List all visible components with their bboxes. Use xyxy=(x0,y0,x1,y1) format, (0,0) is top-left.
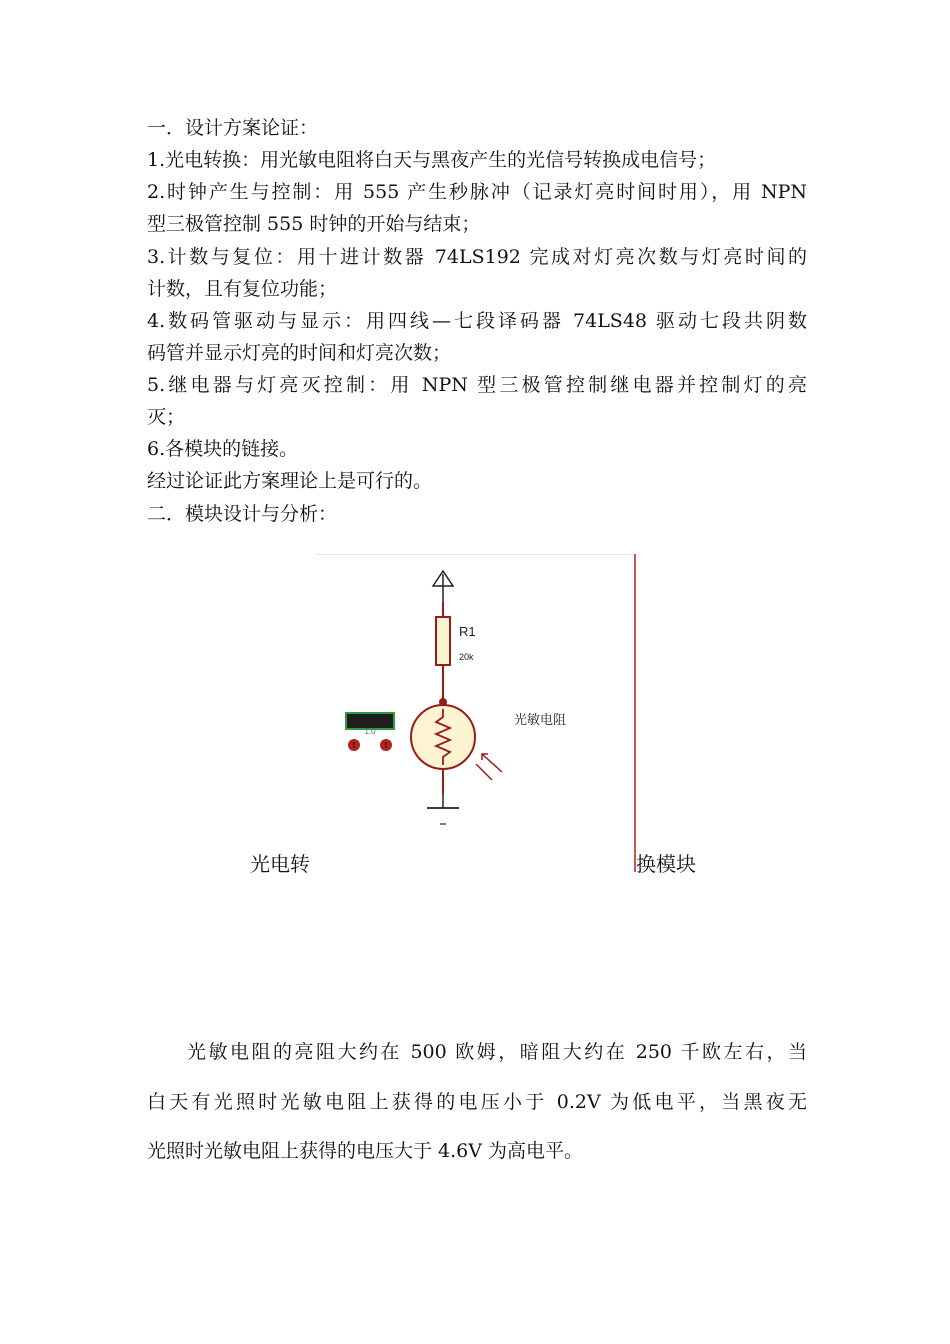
meter-widget xyxy=(346,713,394,751)
resistor-value: 20k xyxy=(459,652,474,662)
analysis-line-2: 白天有光照时光敏电阻上获得的电压小于 0.2V 为低电平，当黑夜无 xyxy=(147,1091,807,1113)
light-arrows-icon xyxy=(476,754,502,780)
ground-icon xyxy=(427,794,459,824)
circuit-figure xyxy=(316,554,636,872)
section1-item-4: 4.数码管驱动与显示：用四线—七段译码器 74LS48 驱动七段共阴数 xyxy=(147,310,807,332)
analysis-line-1: 光敏电阻的亮阻大约在 500 欧姆，暗阻大约在 250 千欧左右，当 xyxy=(187,1041,807,1063)
meter-value: 1.0 xyxy=(364,727,376,736)
section1-item-5-cont: 灭； xyxy=(147,406,186,428)
analysis-line-3: 光照时光敏电阻上获得的电压大于 4.6V 为高电平。 xyxy=(147,1140,584,1162)
section1-item-2-cont: 型三极管控制 555 时钟的开始与结束； xyxy=(147,213,481,235)
section1-item-6: 6.各模块的链接。 xyxy=(147,438,299,460)
section1-conclusion: 经过论证此方案理论上是可行的。 xyxy=(147,470,433,492)
figure-caption-left: 光电转 xyxy=(250,852,310,876)
section1-heading: 一．设计方案论证： xyxy=(147,117,319,139)
section2-heading: 二．模块设计与分析： xyxy=(147,503,338,525)
figure-caption-right: 换模块 xyxy=(636,852,696,876)
ldr-component xyxy=(411,705,475,769)
ldr-label: 光敏电阻 xyxy=(514,713,567,728)
section1-item-3-cont: 计数，且有复位功能； xyxy=(147,278,338,300)
section1-item-3: 3.计数与复位：用十进计数器 74LS192 完成对灯亮次数与灯亮时间的 xyxy=(147,246,807,268)
section1-item-2: 2.时钟产生与控制：用 555 产生秒脉冲（记录灯亮时间时用），用 NPN xyxy=(147,181,807,203)
section1-item-5: 5.继电器与灯亮灭控制：用 NPN 型三极管控制继电器并控制灯的亮 xyxy=(147,374,807,396)
circuit-diagram xyxy=(316,554,636,872)
section1-item-1: 1.光电转换：用光敏电阻将白天与黑夜产生的光信号转换成电信号； xyxy=(147,149,717,171)
resistor-name: R1 xyxy=(459,624,476,639)
section1-item-4-cont: 码管并显示灯亮的时间和灯亮次数； xyxy=(147,342,452,364)
resistor-r1 xyxy=(436,617,450,665)
power-arrow-icon xyxy=(433,571,453,602)
